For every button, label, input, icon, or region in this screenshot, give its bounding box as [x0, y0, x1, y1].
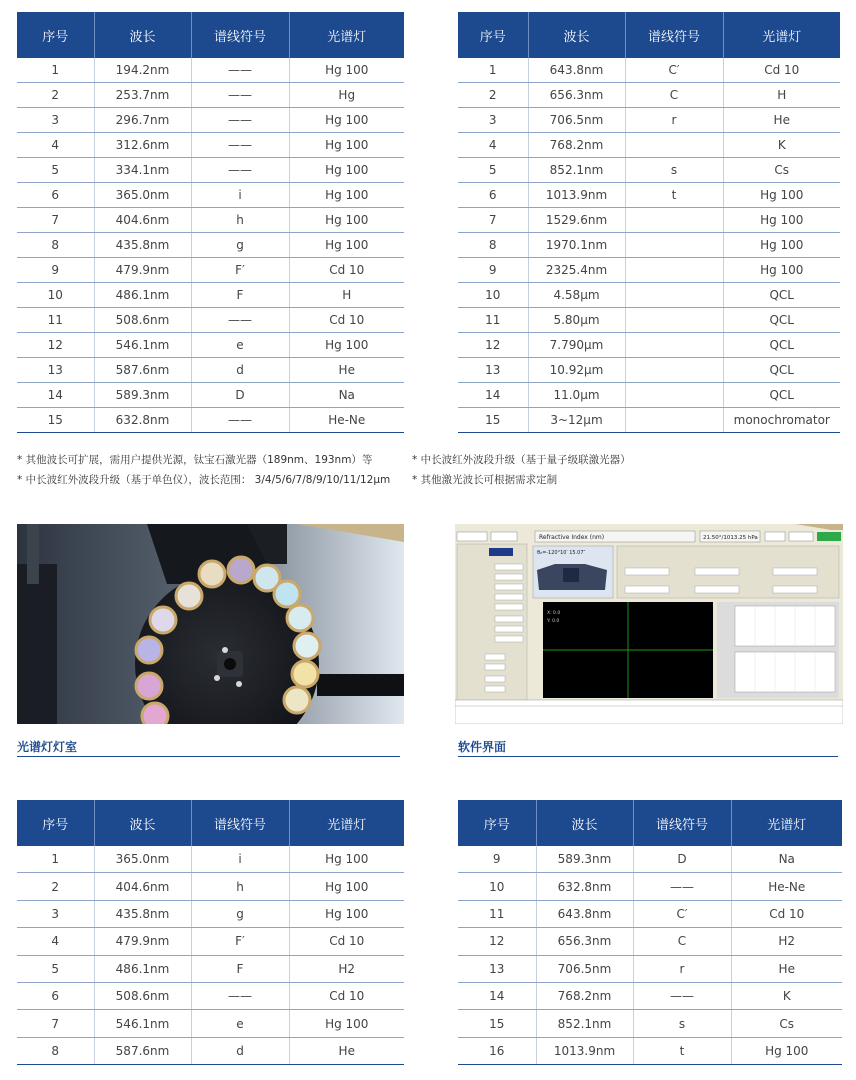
cell-wavelength: 479.9nm	[94, 258, 191, 283]
cell-wavelength: 5.80μm	[528, 308, 625, 333]
header-line-symbol: 谱线符号	[191, 12, 289, 58]
cell-wavelength: 1013.9nm	[536, 1037, 633, 1064]
cell-lamp: H	[723, 83, 840, 108]
table-row	[17, 982, 404, 1009]
cell-line-symbol: e	[191, 333, 289, 358]
cell-index: 1	[17, 58, 94, 83]
table-row	[458, 133, 840, 158]
cell-index: 14	[17, 383, 94, 408]
table-row	[458, 358, 840, 383]
cell-wavelength: 632.8nm	[536, 873, 633, 900]
cell-lamp: Hg 100	[289, 233, 404, 258]
cell-wavelength: 7.790μm	[528, 333, 625, 358]
cell-wavelength: 589.3nm	[536, 846, 633, 873]
cell-lamp: K	[731, 982, 842, 1009]
cell-lamp: Cs	[723, 158, 840, 183]
cell-lamp: Hg 100	[731, 1037, 842, 1064]
cell-index: 15	[458, 1010, 536, 1037]
cell-index: 1	[458, 58, 528, 83]
cell-lamp: Cd 10	[723, 58, 840, 83]
cell-lamp: Cd 10	[289, 928, 404, 955]
cell-line-symbol: ——	[633, 873, 731, 900]
software-interface-screenshot	[455, 524, 843, 724]
cell-lamp: He-Ne	[289, 408, 404, 433]
cell-index: 8	[458, 233, 528, 258]
cell-index: 3	[17, 900, 94, 927]
header-line-symbol: 谱线符号	[191, 800, 289, 846]
cell-lamp: Cd 10	[289, 258, 404, 283]
cell-wavelength: 10.92μm	[528, 358, 625, 383]
note-left-2: * 中长波红外波段升级（基于单色仪），波长范围： 3/4/5/6/7/8/9/10/11/12μm	[17, 474, 391, 486]
cell-index: 6	[17, 183, 94, 208]
cell-lamp: H2	[289, 955, 404, 982]
cell-index: 8	[17, 1037, 94, 1064]
cell-line-symbol: F	[191, 283, 289, 308]
table-row	[17, 846, 404, 873]
cell-line-symbol	[625, 258, 723, 283]
cell-wavelength: 1013.9nm	[528, 183, 625, 208]
cell-index: 11	[458, 900, 536, 927]
cell-lamp: Cd 10	[289, 308, 404, 333]
cell-line-symbol: ——	[191, 982, 289, 1009]
cell-line-symbol: D	[633, 846, 731, 873]
table-row	[17, 308, 404, 333]
table-row	[458, 955, 842, 982]
cell-lamp: Hg 100	[289, 900, 404, 927]
caption-underline	[17, 756, 400, 757]
table-bottom-left	[17, 800, 404, 1065]
cell-line-symbol: F′	[191, 258, 289, 283]
cell-index: 6	[17, 982, 94, 1009]
cell-line-symbol: g	[191, 900, 289, 927]
table-row	[17, 158, 404, 183]
header-line-symbol: 谱线符号	[625, 12, 723, 58]
table-bottom-right	[458, 800, 842, 1065]
cell-wavelength: 1970.1nm	[528, 233, 625, 258]
cell-lamp: QCL	[723, 358, 840, 383]
cell-line-symbol: i	[191, 183, 289, 208]
cell-lamp: Hg 100	[723, 258, 840, 283]
cell-index: 12	[17, 333, 94, 358]
header-wavelength: 波长	[94, 12, 191, 58]
cell-line-symbol: h	[191, 208, 289, 233]
cell-index: 7	[17, 1010, 94, 1037]
cell-wavelength: 587.6nm	[94, 358, 191, 383]
header-wavelength: 波长	[94, 800, 191, 846]
cell-wavelength: 706.5nm	[536, 955, 633, 982]
cell-line-symbol: C′	[625, 58, 723, 83]
table-row	[17, 233, 404, 258]
table-row	[458, 258, 840, 283]
cell-lamp: He	[289, 358, 404, 383]
header-wavelength: 波长	[528, 12, 625, 58]
cell-wavelength: 589.3nm	[94, 383, 191, 408]
cell-lamp: Cs	[731, 1010, 842, 1037]
table-row	[17, 1037, 404, 1064]
cell-lamp: Hg 100	[289, 133, 404, 158]
table-row	[458, 208, 840, 233]
table-row	[17, 133, 404, 158]
cell-line-symbol: d	[191, 358, 289, 383]
cell-index: 14	[458, 383, 528, 408]
cell-wavelength: 11.0μm	[528, 383, 625, 408]
cell-index: 11	[458, 308, 528, 333]
cell-index: 4	[17, 928, 94, 955]
cell-index: 12	[458, 928, 536, 955]
cell-line-symbol: i	[191, 846, 289, 873]
cell-lamp: Hg 100	[289, 208, 404, 233]
cell-line-symbol	[625, 358, 723, 383]
cell-wavelength: 852.1nm	[528, 158, 625, 183]
header-wavelength: 波长	[536, 800, 633, 846]
cell-index: 4	[458, 133, 528, 158]
software-readout: 21.50°/1013.25 hPa	[703, 535, 758, 541]
table-row	[458, 1010, 842, 1037]
cell-wavelength: 479.9nm	[94, 928, 191, 955]
cell-line-symbol: ——	[191, 133, 289, 158]
table-row	[458, 928, 842, 955]
cell-wavelength: 404.6nm	[94, 873, 191, 900]
cell-index: 9	[17, 258, 94, 283]
cell-index: 13	[458, 358, 528, 383]
cell-index: 15	[17, 408, 94, 433]
cell-lamp: QCL	[723, 283, 840, 308]
cell-lamp: Hg 100	[723, 183, 840, 208]
table-row	[458, 108, 840, 133]
cell-line-symbol: h	[191, 873, 289, 900]
cell-index: 10	[458, 283, 528, 308]
table-row	[17, 183, 404, 208]
cell-lamp: He	[723, 108, 840, 133]
cell-index: 13	[17, 358, 94, 383]
cell-line-symbol	[625, 408, 723, 433]
cell-lamp: monochromator	[723, 408, 840, 433]
cell-index: 1	[17, 846, 94, 873]
cell-line-symbol	[625, 383, 723, 408]
cell-index: 2	[17, 83, 94, 108]
table-row	[458, 233, 840, 258]
cell-lamp: He-Ne	[731, 873, 842, 900]
cell-line-symbol: r	[625, 108, 723, 133]
cell-wavelength: 296.7nm	[94, 108, 191, 133]
cell-lamp: Hg 100	[289, 873, 404, 900]
cell-wavelength: 852.1nm	[536, 1010, 633, 1037]
cell-line-symbol	[625, 133, 723, 158]
cell-wavelength: 486.1nm	[94, 283, 191, 308]
cell-index: 10	[458, 873, 536, 900]
header-lamp: 光谱灯	[731, 800, 842, 846]
cell-wavelength: 404.6nm	[94, 208, 191, 233]
cell-lamp: Hg 100	[289, 158, 404, 183]
cell-wavelength: 365.0nm	[94, 183, 191, 208]
cell-index: 10	[17, 283, 94, 308]
cell-line-symbol: r	[633, 955, 731, 982]
table-top-right	[458, 12, 840, 433]
cell-line-symbol: s	[633, 1010, 731, 1037]
header-index: 序号	[458, 12, 528, 58]
table-row	[458, 873, 842, 900]
cell-lamp: Hg 100	[289, 333, 404, 358]
table-row	[17, 208, 404, 233]
cell-line-symbol: F	[191, 955, 289, 982]
cell-wavelength: 194.2nm	[94, 58, 191, 83]
cell-wavelength: 643.8nm	[528, 58, 625, 83]
svg-text:X: 0.0: X: 0.0	[547, 611, 561, 616]
cell-index: 14	[458, 982, 536, 1009]
header-lamp: 光谱灯	[723, 12, 840, 58]
cell-wavelength: 768.2nm	[528, 133, 625, 158]
table-row	[17, 358, 404, 383]
cell-line-symbol: ——	[191, 408, 289, 433]
header-index: 序号	[17, 12, 94, 58]
cell-wavelength: 587.6nm	[94, 1037, 191, 1064]
table-row	[17, 58, 404, 83]
table-top-left	[17, 12, 404, 433]
cell-lamp: Hg	[289, 83, 404, 108]
cell-line-symbol	[625, 208, 723, 233]
cell-wavelength: 508.6nm	[94, 308, 191, 333]
cell-wavelength: 3~12μm	[528, 408, 625, 433]
cell-line-symbol: g	[191, 233, 289, 258]
table-row	[17, 955, 404, 982]
cell-wavelength: 334.1nm	[94, 158, 191, 183]
cell-wavelength: 486.1nm	[94, 955, 191, 982]
table-row	[17, 873, 404, 900]
cell-line-symbol	[625, 283, 723, 308]
table-row	[17, 258, 404, 283]
cell-wavelength: 365.0nm	[94, 846, 191, 873]
header-index: 序号	[17, 800, 94, 846]
cell-line-symbol: s	[625, 158, 723, 183]
caption-underline	[458, 756, 838, 757]
cell-lamp: Na	[289, 383, 404, 408]
cell-wavelength: 508.6nm	[94, 982, 191, 1009]
table-row	[17, 1010, 404, 1037]
note-right-1: * 中长波红外波段升级（基于量子级联激光器）	[412, 454, 631, 466]
header-line-symbol: 谱线符号	[633, 800, 731, 846]
cell-lamp: Cd 10	[731, 900, 842, 927]
cell-line-symbol: F′	[191, 928, 289, 955]
cell-index: 9	[458, 258, 528, 283]
cell-wavelength: 253.7nm	[94, 83, 191, 108]
table-row	[458, 183, 840, 208]
lamp-chamber-photo	[17, 524, 404, 724]
caption-software: 软件界面	[458, 740, 507, 754]
cell-index: 3	[17, 108, 94, 133]
table-row	[17, 108, 404, 133]
cell-lamp: Hg 100	[289, 183, 404, 208]
caption-lamp-chamber: 光谱灯灯室	[17, 740, 78, 754]
cell-wavelength: 656.3nm	[528, 83, 625, 108]
cell-index: 15	[458, 408, 528, 433]
table-row	[17, 383, 404, 408]
cell-index: 7	[458, 208, 528, 233]
table-row	[17, 83, 404, 108]
note-left-1: * 其他波长可扩展，需用户提供光源，钛宝石激光器（189nm、193nm）等	[17, 454, 373, 466]
cell-index: 5	[17, 955, 94, 982]
cell-lamp: QCL	[723, 333, 840, 358]
table-row	[458, 83, 840, 108]
cell-index: 3	[458, 108, 528, 133]
header-index: 序号	[458, 800, 536, 846]
cell-index: 7	[17, 208, 94, 233]
table-row	[458, 408, 840, 433]
table-row	[17, 928, 404, 955]
cell-index: 6	[458, 183, 528, 208]
cell-line-symbol	[625, 233, 723, 258]
cell-lamp: Cd 10	[289, 982, 404, 1009]
cell-line-symbol: t	[625, 183, 723, 208]
table-row	[17, 333, 404, 358]
cell-wavelength: 546.1nm	[94, 1010, 191, 1037]
cell-wavelength: 1529.6nm	[528, 208, 625, 233]
cell-index: 16	[458, 1037, 536, 1064]
table-row	[17, 283, 404, 308]
cell-line-symbol: C′	[633, 900, 731, 927]
cell-line-symbol: C	[625, 83, 723, 108]
cell-wavelength: 632.8nm	[94, 408, 191, 433]
table-row	[458, 333, 840, 358]
cell-index: 8	[17, 233, 94, 258]
table-row	[458, 383, 840, 408]
cell-lamp: H2	[731, 928, 842, 955]
cell-index: 2	[458, 83, 528, 108]
header-lamp: 光谱灯	[289, 800, 404, 846]
cell-line-symbol: C	[633, 928, 731, 955]
cell-line-symbol: D	[191, 383, 289, 408]
cell-lamp: Hg 100	[289, 58, 404, 83]
cell-wavelength: 643.8nm	[536, 900, 633, 927]
cell-lamp: QCL	[723, 383, 840, 408]
table-row	[458, 308, 840, 333]
cell-index: 12	[458, 333, 528, 358]
cell-lamp: Hg 100	[289, 1010, 404, 1037]
cell-line-symbol: d	[191, 1037, 289, 1064]
table-row	[458, 846, 842, 873]
cell-lamp: Hg 100	[289, 108, 404, 133]
cell-index: 5	[458, 158, 528, 183]
cell-line-symbol: ——	[191, 158, 289, 183]
cell-lamp: H	[289, 283, 404, 308]
cell-line-symbol: ——	[191, 308, 289, 333]
cell-wavelength: 435.8nm	[94, 900, 191, 927]
cell-index: 4	[17, 133, 94, 158]
cell-wavelength: 312.6nm	[94, 133, 191, 158]
cell-index: 11	[17, 308, 94, 333]
cell-lamp: He	[731, 955, 842, 982]
cell-lamp: QCL	[723, 308, 840, 333]
table-row	[458, 283, 840, 308]
cell-lamp: He	[289, 1037, 404, 1064]
note-right-2: * 其他激光波长可根据需求定制	[412, 474, 558, 486]
cell-wavelength: 656.3nm	[536, 928, 633, 955]
table-row	[17, 408, 404, 433]
table-row	[458, 982, 842, 1009]
cell-line-symbol: ——	[633, 982, 731, 1009]
cell-index: 5	[17, 158, 94, 183]
cell-index: 2	[17, 873, 94, 900]
cell-line-symbol: e	[191, 1010, 289, 1037]
cell-index: 9	[458, 846, 536, 873]
cell-wavelength: 435.8nm	[94, 233, 191, 258]
cell-line-symbol: ——	[191, 58, 289, 83]
software-angle: θ₀=-120°10′ 15.07″	[537, 550, 586, 556]
table-row	[458, 900, 842, 927]
table-row	[17, 900, 404, 927]
table-row	[458, 158, 840, 183]
cell-wavelength: 768.2nm	[536, 982, 633, 1009]
cell-line-symbol	[625, 333, 723, 358]
cell-wavelength: 546.1nm	[94, 333, 191, 358]
cell-line-symbol: t	[633, 1037, 731, 1064]
table-row	[458, 1037, 842, 1064]
cell-lamp: Hg 100	[289, 846, 404, 873]
cell-lamp: K	[723, 133, 840, 158]
cell-lamp: Hg 100	[723, 233, 840, 258]
cell-index: 13	[458, 955, 536, 982]
cell-wavelength: 2325.4nm	[528, 258, 625, 283]
cell-line-symbol: ——	[191, 83, 289, 108]
header-lamp: 光谱灯	[289, 12, 404, 58]
cell-line-symbol: ——	[191, 108, 289, 133]
software-title: Refractive Index (nm)	[539, 534, 605, 541]
cell-wavelength: 4.58μm	[528, 283, 625, 308]
cell-wavelength: 706.5nm	[528, 108, 625, 133]
cell-lamp: Na	[731, 846, 842, 873]
cell-lamp: Hg 100	[723, 208, 840, 233]
cell-line-symbol	[625, 308, 723, 333]
svg-text:Y: 0.0: Y: 0.0	[547, 619, 560, 624]
table-row	[458, 58, 840, 83]
